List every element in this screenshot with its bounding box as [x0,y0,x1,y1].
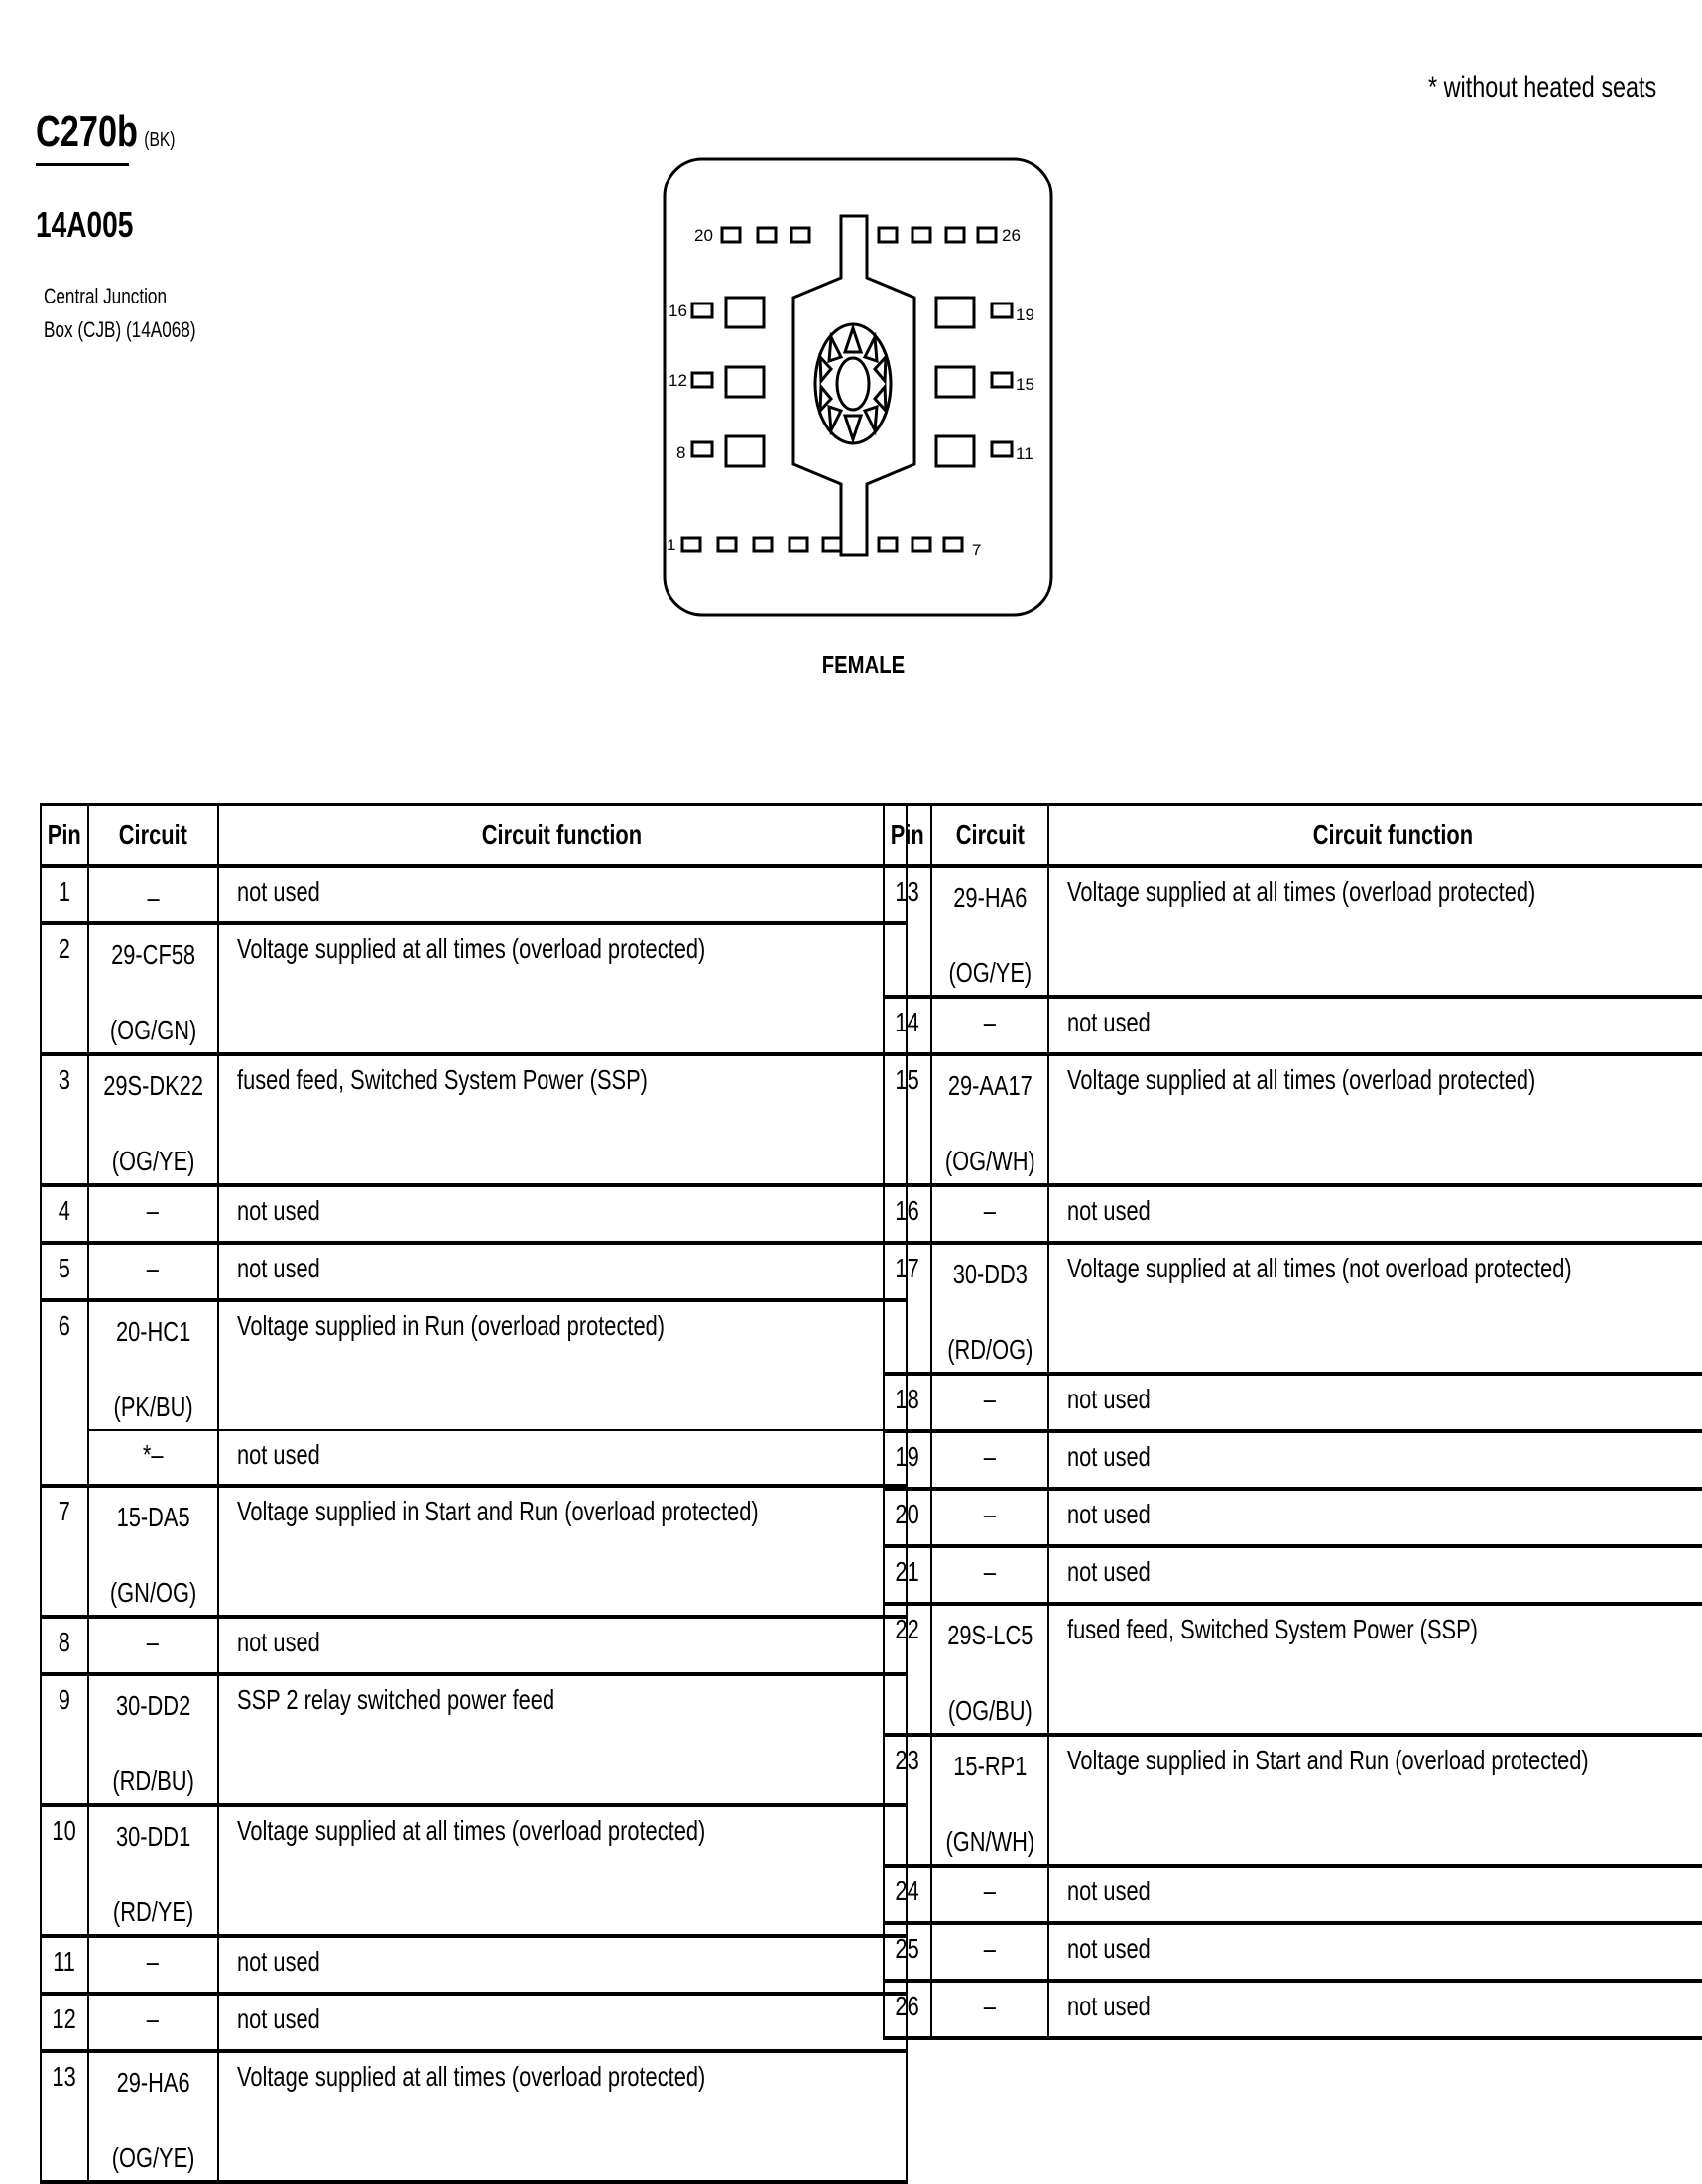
header-function: Circuit function [218,805,907,867]
circuit-id: – [931,1866,1049,1923]
terminal-ring [815,324,891,443]
part-number: 14A005 [36,204,134,245]
circuit-id: – [88,1617,218,1674]
circuit-function: not used [1048,997,1702,1054]
circuit-function: not used [1048,1431,1702,1489]
pin-number: 18 [884,1374,931,1431]
circuit-id: 30-DD3 (RD/OG) [931,1243,1049,1374]
header-circuit: Circuit [88,805,218,867]
circuit-id: *– [88,1430,218,1486]
circuit-function: not used [218,1994,907,2051]
circuit-function: not used [218,1430,907,1486]
pin-number: 24 [884,1866,931,1923]
circuit-id: 29S-LC5 (OG/BU) [931,1604,1049,1735]
pin-row-bottom [682,538,962,551]
pin-table-left [40,803,908,2184]
pin-number: 2 [41,923,88,1054]
circuit-id: – [88,1243,218,1300]
table-row [884,1866,1702,1923]
circuit-function: fused feed, Switched System Power (SSP) [218,1054,907,1185]
header-function: Circuit function [1048,805,1702,867]
table-row [884,1374,1702,1431]
circuit-id: 30-DD1 (RD/YE) [88,1805,218,1936]
circuit-function: SSP 2 relay switched power feed [218,1674,907,1805]
table-row [41,1994,907,2051]
table-row [884,1431,1702,1489]
circuit-id: – [931,1431,1049,1489]
pin-number: 13 [41,2051,88,2182]
table-row [884,997,1702,1054]
pin-number: 14 [884,997,931,1054]
connector-id: C270b [36,107,139,156]
circuit-id: – [931,1489,1049,1546]
table-row [884,1185,1702,1243]
circuit-id: – [88,866,218,923]
circuit-function: not used [218,866,907,923]
table-row [41,1486,907,1617]
table-row [884,1923,1702,1981]
pin-label-26: 26 [1002,226,1021,245]
terminal-star [820,328,886,439]
pin-label-20: 20 [694,226,713,245]
circuit-function: not used [1048,1866,1702,1923]
circuit-function: Voltage supplied in Start and Run (overload protected) [218,1486,907,1617]
connector-location: Central Junction Box (CJB) (14A068) [44,284,196,342]
circuit-function: not used [1048,1923,1702,1981]
table-row [41,1054,907,1185]
pin-number: 5 [41,1243,88,1300]
circuit-id: – [931,1374,1049,1431]
table-row [41,923,907,1054]
pin-number: 15 [884,1054,931,1185]
pin-table-right [883,803,1702,2040]
circuit-function: Voltage supplied in Start and Run (overload protected) [1048,1735,1702,1866]
circuit-id: – [88,1185,218,1243]
table-row [41,1243,907,1300]
table-row [41,1430,907,1486]
circuit-function: Voltage supplied at all times (overload protected) [1048,1054,1702,1185]
circuit-id: – [931,1546,1049,1604]
pin-number: 26 [884,1981,931,2038]
header-pin: Pin [884,805,931,867]
pin-number: 25 [884,1923,931,1981]
table-row [41,1300,907,1430]
circuit-id: 30-DD2 (RD/BU) [88,1674,218,1805]
circuit-function: not used [1048,1185,1702,1243]
pin-label-19: 19 [1016,305,1034,324]
pin-number: 19 [884,1431,931,1489]
pin-number: 21 [884,1546,931,1604]
circuit-id: 29-CF58 (OG/GN) [88,923,218,1054]
table-row [41,1805,907,1936]
circuit-id: 29S-DK22 (OG/YE) [88,1054,218,1185]
pin-number: 10 [41,1805,88,1936]
circuit-id: – [931,997,1049,1054]
table-row [884,1054,1702,1185]
pin-label-8: 8 [676,443,686,462]
connector-color: (BK) [144,129,176,151]
pin-label-12: 12 [669,371,687,390]
circuit-function: not used [1048,1374,1702,1431]
pin-number: 8 [41,1617,88,1674]
footnote-note: * without heated seats [1428,71,1657,104]
circuit-id: 15-DA5 (GN/OG) [88,1486,218,1617]
table-row [884,1735,1702,1866]
connector-key [793,216,914,555]
pin-number: 3 [41,1054,88,1185]
pin-number: 16 [884,1185,931,1243]
circuit-function: not used [218,1936,907,1994]
pin-number: 7 [41,1486,88,1617]
circuit-id: – [88,1936,218,1994]
pin-number: 17 [884,1243,931,1374]
circuit-function: Voltage supplied at all times (overload protected) [218,923,907,1054]
circuit-function: not used [218,1617,907,1674]
circuit-id: 29-HA6 (OG/YE) [88,2051,218,2182]
circuit-function: not used [1048,1489,1702,1546]
table-row [41,2051,907,2182]
table-row [41,1617,907,1674]
table-row [884,1604,1702,1735]
circuit-id: 20-HC1 (PK/BU) [88,1300,218,1430]
circuit-function: fused feed, Switched System Power (SSP) [1048,1604,1702,1735]
table-row [884,1546,1702,1604]
title-underline [36,163,129,166]
circuit-id: 29-AA17 (OG/WH) [931,1054,1049,1185]
table-row [884,1243,1702,1374]
pin-number: 13 [884,866,931,997]
circuit-id: – [88,1994,218,2051]
table-row [884,866,1702,997]
circuit-function: Voltage supplied at all times (overload protected) [1048,866,1702,997]
circuit-id: 15-RP1 (GN/WH) [931,1735,1049,1866]
circuit-function: not used [218,1243,907,1300]
pin-number: 12 [41,1994,88,2051]
gender-label: FEMALE [821,650,905,679]
pin-number: 1 [41,866,88,923]
pin-label-1: 1 [667,536,676,554]
circuit-function: Voltage supplied at all times (not overload protected) [1048,1243,1702,1374]
connector-face-diagram [655,149,1071,635]
circuit-function: not used [218,1185,907,1243]
pin-row-top [722,228,996,242]
table-row [41,1674,907,1805]
pin-number: 11 [41,1936,88,1994]
pin-label-16: 16 [669,302,687,320]
pin-number: 20 [884,1489,931,1546]
header-pin: Pin [41,805,88,867]
pin-number: 6 [41,1300,88,1486]
table-row [41,1936,907,1994]
table-row [884,1489,1702,1546]
pin-number: 4 [41,1185,88,1243]
circuit-id: – [931,1185,1049,1243]
pin-label-7: 7 [972,541,982,559]
pin-number: 9 [41,1674,88,1805]
table-row [41,1185,907,1243]
circuit-function: not used [1048,1546,1702,1604]
circuit-function: Voltage supplied at all times (overload protected) [218,1805,907,1936]
table-row [884,1981,1702,2038]
circuit-id: – [931,1981,1049,2038]
table-row [41,866,907,923]
pin-number: 23 [884,1735,931,1866]
pin-number: 22 [884,1604,931,1735]
circuit-function: not used [1048,1981,1702,2038]
header-circuit: Circuit [931,805,1049,867]
circuit-id: 29-HA6 (OG/YE) [931,866,1049,997]
circuit-function: Voltage supplied at all times (overload protected) [218,2051,907,2182]
pin-label-11: 11 [1016,444,1033,463]
circuit-id: – [931,1923,1049,1981]
pin-label-15: 15 [1016,375,1034,394]
circuit-function: Voltage supplied in Run (overload protected) [218,1300,907,1430]
connector-title [36,107,214,157]
